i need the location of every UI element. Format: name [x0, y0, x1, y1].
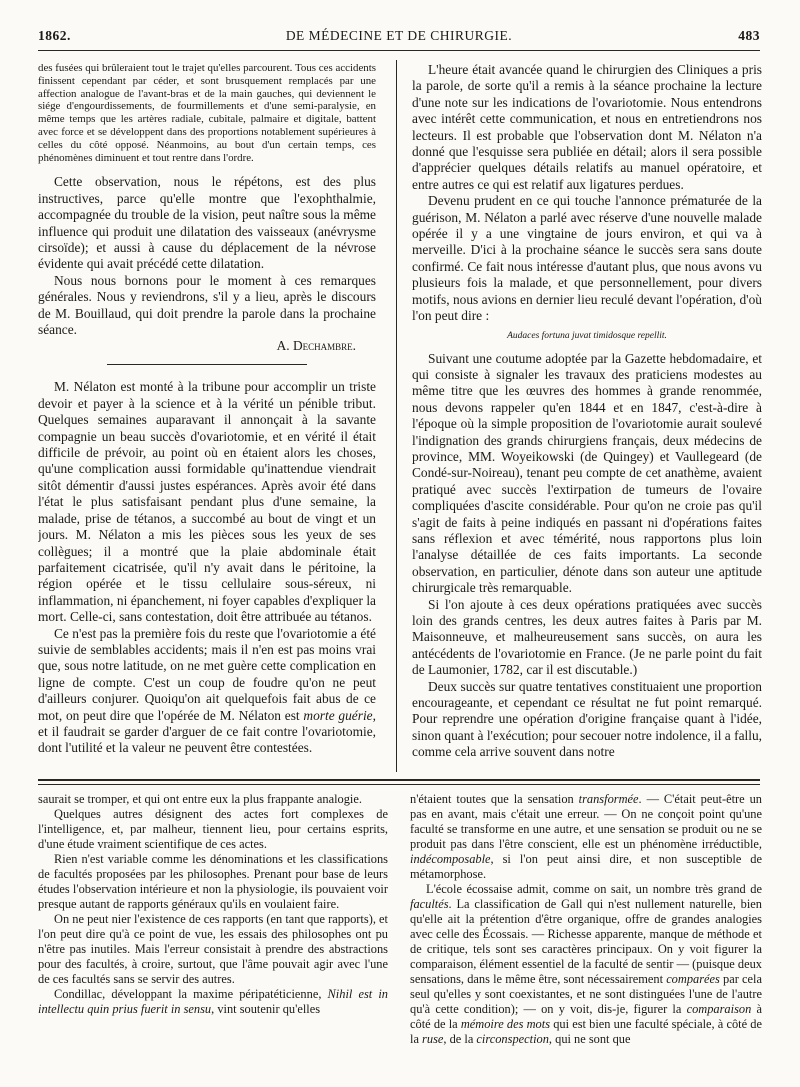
lower-left-paragraph-4: On ne peut nier l'existence de ces rapports (en tant que rapports), et l'on peut dire qu'à ce point de vue, les essais des philosophes ont pu n'être pas inutiles. Mais l'erreur consistait à prendre des abstractions pour des facultés, à croire, surtout, que l'âme pouvait agir avec l'une de ces facultés sans se servir des autres. — [38, 912, 388, 986]
right-paragraph-3: Suivant une coutume adoptée par la Gazette hebdomadaire, et qui consiste à signaler les travaux des praticiens modestes au même titre que les œuvres des hommes à grande renommée, nous devons rappeler qu'en 1844 et en 1847, c'est-à-dire à l'époque où la simple proposition de l'ovariotomie aurait soulevé l'indignation des grands chirurgiens français, deux médecins de province, MM. Woyeikowski (de Quingey) et Vaullegeard (de Condé-sur-Noireau), tenant peu compte de cet anathème, avaient pratiqué avec succès l'extirpation de tumeurs de l'ovaire compliquées d'ascite considérable. Pour qu'on ne croie pas qu'il s'agit de faits à peine indiqués en passant ni d'opérations faites sans réflexion et avec témérité, nous rapportons plus loin l'analyse détaillée de ces faits importants. La seconde observation, en particulier, dénote dans son auteur une aptitude chirurgicale très remarquable. — [412, 350, 762, 596]
lower-right-paragraph-2: L'école écossaise admit, comme on sait, un nombre très grand de facultés. La classification de Gall qui n'est nullement naturelle, bien qu'elle ait la prétention d'être organique, offre de grandes analogies avec celle des Écossais. — Richesse apparente, manque de méthode et de critique, tels sont ses caractères principaux. On y voit figurer la comparaison, élément essentiel de la faculté de sentir — (puisque deux sensations, dans le même être, sont nécessairement comparées par cela seul qu'elles y sont coexistantes, et ne sont distinguées l'une de l'autre qu'à cette condition); — on y voit, dis-je, figurer la comparaison à côté de la mémoire des mots qui est bien une faculté spéciale, à côté de la ruse, de la circonspection, qui ne sont que — [410, 882, 762, 1046]
feuilleton-rule-top — [38, 779, 760, 781]
lower-right-paragraph-1: n'étaient toutes que la sensation transformée. — C'était peut-être un pas en avant, mais c'était une erreur. — On ne conçoit point qu'une faculté se transforme en une autre, et une sensation se produit ou ne se produit pas dans l'être conscient, elle est un phénomène irréductible, indécomposable, si l'on peut ainsi dire, et non susceptible de métamorphose. — [410, 792, 762, 881]
lower-left-paragraph-1: saurait se tromper, et qui ont entre eux la plus frappante analogie. — [38, 792, 362, 806]
header-rule — [38, 50, 760, 51]
author-signature: A. Dechambre. — [276, 338, 356, 354]
left-paragraph-2: Cette observation, nous le répétons, est des plus instructives, parce qu'elle montre que l'exophthalmie, accompagnée du trouble de la vision, peut naître sous la même influence qui produit une dilatation des vaisseaux (anévrysme cirsoïde); et aussi à cause du déplacement de la névrose évidente qui avait précédé cette dilatation. — [38, 174, 376, 272]
lower-left-paragraph-5: Condillac, développant la maxime péripatéticienne, Nihil est in intellectu quin prius fuerit in sensu, vint soutenir qu'elles — [38, 987, 388, 1016]
right-paragraph-2: Devenu prudent en ce qui touche l'annonce prématurée de la guérison, M. Nélaton a parlé avec réserve d'une nouvelle malade opérée il y a une vingtaine de jours environ, et qui va à merveille. D'ici à la prochaine séance le succès sera sans doute confirmé. Ce fait nous intéresse d'autant plus, que nous avons vu plusieurs fois la malade, et que personnellement, pour divers motifs, nous avions en dernier lieu reculé devant l'opération, d'où l'on peut dire : — [412, 193, 762, 324]
page-header — [38, 28, 760, 48]
header-title: DE MÉDECINE ET DE CHIRURGIE. — [285, 28, 513, 43]
header-year: 1862. — [38, 28, 71, 43]
latin-motto: Audaces fortuna juvat timidosque repellit. — [507, 330, 667, 341]
right-column — [412, 62, 762, 772]
page-number: 483 — [738, 28, 760, 43]
right-paragraph-5: Deux succès sur quatre tentatives constituaient une proportion encourageante, et cependant ce résultat ne fut point remarqué. Pour reprendre une opération d'origine française quant à l'idée, sinon quant à l'exécution; pour secouer notre indolence, il a fallu, comme cela arrive souvent dans notre — [412, 678, 762, 760]
left-paragraph-4: M. Nélaton est monté à la tribune pour accomplir un triste devoir et payer à la science et à la vérité un pénible tribut. Quelques semaines auparavant il annonçait à la savante compagnie un beau succès d'ovariotomie, et en vérité il était difficile de prévoir, au point où en étaient alors les choses, qu'une complication aussi formidable qu'inattendue viendrait sitôt démentir d'aussi justes espérances. Après avoir été dans l'état le plus satisfaisant pendant plus d'une semaine, la malade, prise de tétanos, a succombé au bout de vingt et un jours. M. Nélaton a mis les pièces sous les yeux de ses collègues; il a montré que la plaie abdominale était parfaitement cicatrisée, qu'il n'y avait dans le péritoine, la région opérée et le tissu cellulaire sous-séreux, ni inflammation, ni épanchement, ni foyer capables d'expliquer la mort. Celle-ci, sans contestation, doit être attribuée au tétanos. — [38, 379, 376, 625]
left-paragraph-3: Nous nous bornons pour le moment à ces remarques générales. Nous y reviendrons, s'il y a lieu, après le discours de M. Bouillaud, qui doit prendre la parole dans la prochaine séance. — [38, 272, 376, 338]
lower-left-column — [38, 792, 388, 1082]
left-paragraph-5: Ce n'est pas la première fois du reste que l'ovariotomie a été suivie de semblables accidents; mais il n'en est pas moins vrai que, sous notre latitude, on ne met guère cette complication en ligne de compte. C'est un coup de foudre qu'on ne peut d'ailleurs conjurer. Quoiqu'on ait quelquefois fait abus de ce mot, on peut dire que l'opérée de M. Nélaton est morte guérie, et il faudrait se garder d'arguer de ce fait contre l'ovariotomie, dont l'utilité et la valeur ne peuvent être contestées. — [38, 625, 376, 756]
column-rule — [396, 60, 397, 772]
right-paragraph-1: L'heure était avancée quand le chirurgien des Cliniques a pris la parole, de sorte qu'il a remis à la séance prochaine la lecture d'une note sur les indications de l'ovariotomie. Nous entendrons avec intérêt cette communication, et nous en entretiendrons nos lecteurs. Il est probable que l'observation dont M. Nélaton n'a donné que l'esquisse sera publiée en détail; alors il sera possible d'apprécier quelques détails relatifs au manuel opératoire, et entre autres ce qui est relatif aux ligatures perdues. — [412, 62, 762, 192]
right-paragraph-4: Si l'on ajoute à ces deux opérations pratiquées avec succès loin des grands centres, les deux autres faites à Paris par M. Maisonneuve, et malheureusement sans succès, on aura les antécédents de l'ovariotomie en France. (Je ne parle point du fait de Laumonier, 1782, car il est discutable.) — [412, 596, 762, 678]
left-paragraph-1: des fusées qui brûleraient tout le trajet qu'elles parcourent. Tous ces accidents finissent cependant par céder, et sont brusquement remplacés par une affection analogue de l'avant-bras et de la main gauches, qui deviennent le siége d'engourdissements, de fourmillements et d'une semi-paralysie, en même temps que les artères radiale, cubitale, palmaire et digitale, battent avec force et se développent dans des proportions notablement supérieures à celles du côté opposé. Néanmoins, au bout d'un certain temps, ces phénomènes diminuent et tout rentre dans l'ordre. — [38, 62, 376, 164]
lower-left-paragraph-2: Quelques autres désignent des actes fort complexes de l'intelligence, et, par malheur, tiennent lieu, pour certains esprits, d'une étude vraiment scientifique de ces actes. — [38, 807, 388, 851]
lower-left-paragraph-3: Rien n'est variable comme les dénominations et les classifications de facultés proposées par les philosophes. Prenant pour base de leurs études l'observation intérieure et non la physiologie, ils pouvaient voir presque autant de rapports généraux qu'ils en voulaient faire. — [38, 852, 388, 911]
left-column — [38, 62, 376, 772]
feuilleton-rule-bottom — [38, 784, 760, 785]
lower-right-column — [410, 792, 762, 1082]
section-divider — [107, 364, 307, 365]
